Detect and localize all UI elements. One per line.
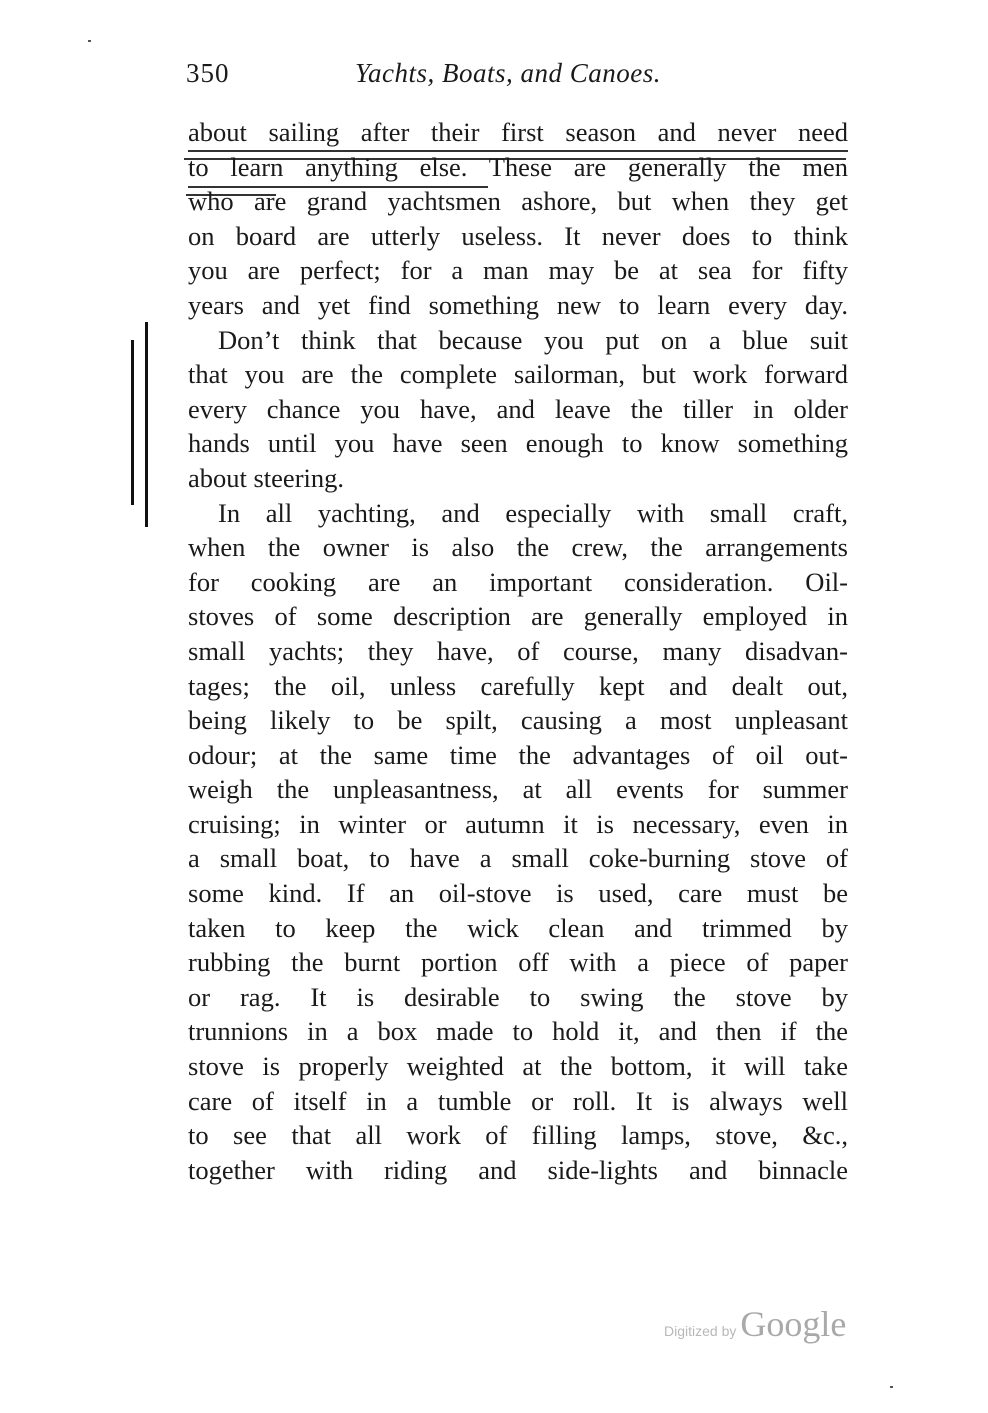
text-line: to learn anything else. These are generally the men [188,151,848,182]
text-line: together with riding and side-lights and binnacle [188,1154,848,1185]
watermark-prefix: Digitized by [664,1323,737,1339]
text-line: years and yet find something new to learn every day. [188,289,848,320]
text-line: some kind. If an oil-stove is used, care must be [188,878,848,909]
text-line: on board are utterly useless. It never does to think [188,220,848,251]
text-line: Don’t think that because you put on a blue suit [218,324,848,355]
text-line: about sailing after their first season and never need [188,117,848,147]
text-line: taken to keep the wick clean and trimmed by [188,912,848,943]
text-line: to see that all work of filling lamps, stove, &c., [188,1120,848,1151]
paragraph-3 [188,496,848,1188]
text-line: a small boat, to have a small coke-burning stove of [188,843,848,874]
text-line: cruising; in winter or autumn it is necessary, even in [188,808,848,839]
text-line: In all yachting, and especially with small craft, [218,497,848,528]
text-line: care of itself in a tumble or roll. It is always well [188,1085,848,1116]
text-line: when the owner is also the crew, the arrangements [188,532,848,563]
text-line: every chance you have, and leave the tiller in older [188,393,848,424]
page-number: 350 [186,58,230,88]
text-line: hands until you have seen enough to know something [188,428,848,459]
text-line: for cooking are an important consideration. Oil- [188,566,848,597]
google-logo: Google [740,1304,847,1344]
text-line: stoves of some description are generally employed in [188,601,848,632]
text-line: that you are the complete sailorman, but work forward [188,359,848,390]
text-line: about steering. [188,462,345,493]
stray-mark-bottom [890,1386,893,1388]
digitized-by-google-watermark [664,1303,846,1345]
text-line: stove is properly weighted at the bottom, it will take [188,1051,848,1082]
text-line: small yachts; they have, of course, many disadvan- [188,635,848,666]
margin-line-1 [131,340,134,505]
text-line: weigh the unpleasantness, at all events for summer [188,774,848,805]
text-line: or rag. It is desirable to swing the stove by [188,981,848,1012]
paragraph-1 [188,115,848,323]
margin-line-2 [145,322,148,527]
body-text [188,115,848,1187]
text-line: who are grand yachtsmen ashore, but when they get [188,186,848,217]
stray-mark [88,40,91,42]
text-line: tages; the oil, unless carefully kept and dealt out, [188,670,848,701]
paragraph-2 [188,323,848,496]
text-line: being likely to be spilt, causing a most unpleasant [188,705,848,736]
text-line: you are perfect; for a man may be at sea for fifty [188,255,848,286]
text-line: rubbing the burnt portion off with a piece of paper [188,947,848,978]
text-line: trunnions in a box made to hold it, and then if the [188,1016,848,1047]
running-head: Yachts, Boats, and Canoes. [355,58,662,88]
text-line: odour; at the same time the advantages of oil out- [188,739,848,770]
